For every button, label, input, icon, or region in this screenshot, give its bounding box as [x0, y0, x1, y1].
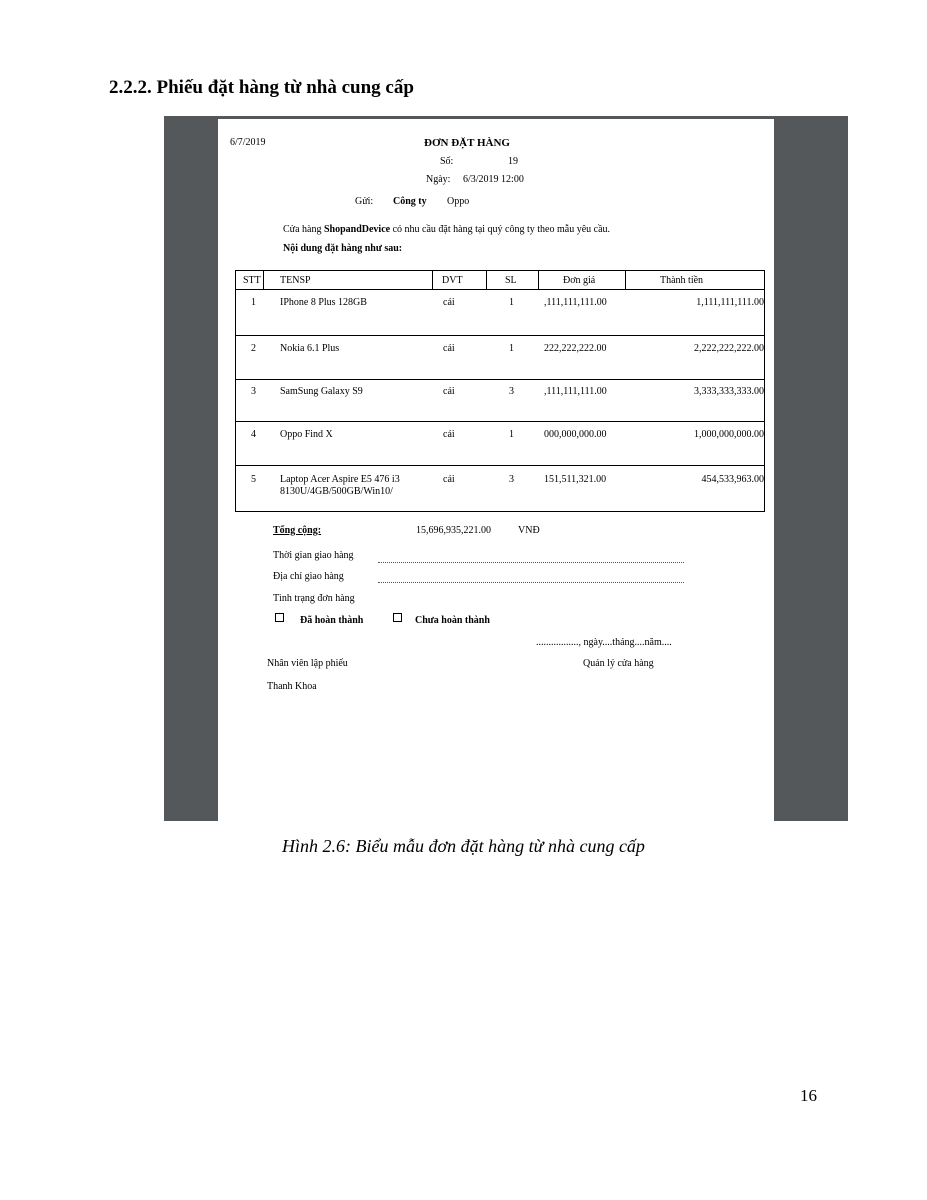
figure-caption: Hình 2.6: Biểu mẫu đơn đặt hàng từ nhà cung cấp: [282, 836, 645, 856]
order-number-label: Số:: [440, 156, 454, 167]
creator-label: Nhân viên lập phiếu: [267, 658, 348, 669]
col-header-unit-price: Đơn giá: [563, 275, 596, 286]
send-label: Gửi:: [355, 196, 374, 207]
print-date: 6/7/2019: [230, 137, 266, 148]
order-date-value: 6/3/2019 12:00: [463, 174, 524, 185]
recipient-name: Oppo: [447, 196, 470, 207]
delivery-address-blank: [378, 582, 684, 583]
table-row: 4 Oppo Find X cái 1 000,000,000.00 1,000,000,000.00: [251, 429, 764, 440]
table-row: 5 Laptop Acer Aspire E5 476 i3 8130U/4GB/500GB/Win10/ cái 3 151,511,321.00 454,533,963.00: [251, 474, 764, 497]
delivery-time-label: Thời gian giao hàng: [273, 550, 354, 561]
total-currency: VNĐ: [518, 525, 540, 536]
order-form-figure: [164, 116, 848, 821]
col-header-dvt: DVT: [442, 275, 463, 286]
manager-label: Quản lý cửa hàng: [583, 658, 654, 669]
section-heading: 2.2.2. Phiếu đặt hàng từ nhà cung cấp: [109, 77, 414, 98]
order-date-label: Ngày:: [426, 174, 451, 185]
creator-name: Thanh Khoa: [267, 681, 317, 692]
status-not-done-label: Chưa hoàn thành: [415, 615, 490, 626]
signature-date-line: ................., ngày....tháng....năm....: [536, 637, 672, 648]
order-number-value: 19: [508, 156, 518, 167]
total-label: Tổng cộng:: [273, 525, 322, 536]
delivery-address-label: Địa chỉ giao hàng: [273, 571, 344, 582]
table-row: 3 SamSung Galaxy S9 cái 3 ,111,111,111.00 3,333,333,333.00: [251, 386, 764, 397]
table-row: 2 Nokia 6.1 Plus cái 1 222,222,222.00 2,222,222,222.00: [251, 343, 764, 354]
intro-text: Cửa hàng ShopandDevice có nhu cầu đặt hàng tại quý công ty theo mẫu yêu cầu.: [283, 224, 611, 235]
col-header-stt: STT: [243, 275, 261, 286]
order-form-sheet: [218, 119, 774, 821]
status-done-checkbox: [275, 613, 284, 622]
status-not-done-checkbox: [393, 613, 402, 622]
col-header-sl: SL: [505, 275, 517, 286]
col-header-tensp: TENSP: [280, 275, 311, 286]
total-value: 15,696,935,221.00: [416, 525, 491, 536]
recipient-prefix: Công ty: [393, 196, 427, 207]
status-label: Tình trạng đơn hàng: [273, 593, 355, 604]
page-number: 16: [800, 1086, 817, 1105]
delivery-time-blank: [378, 562, 684, 563]
order-items-table: [235, 270, 765, 512]
status-done-label: Đã hoàn thành: [300, 615, 364, 626]
col-header-line-total: Thành tiền: [660, 275, 704, 286]
table-row: 1 IPhone 8 Plus 128GB cái 1 ,111,111,111.00 1,111,111,111.00: [251, 297, 764, 308]
content-heading: Nội dung đặt hàng như sau:: [283, 243, 403, 254]
order-title: ĐƠN ĐẶT HÀNG: [424, 137, 510, 149]
